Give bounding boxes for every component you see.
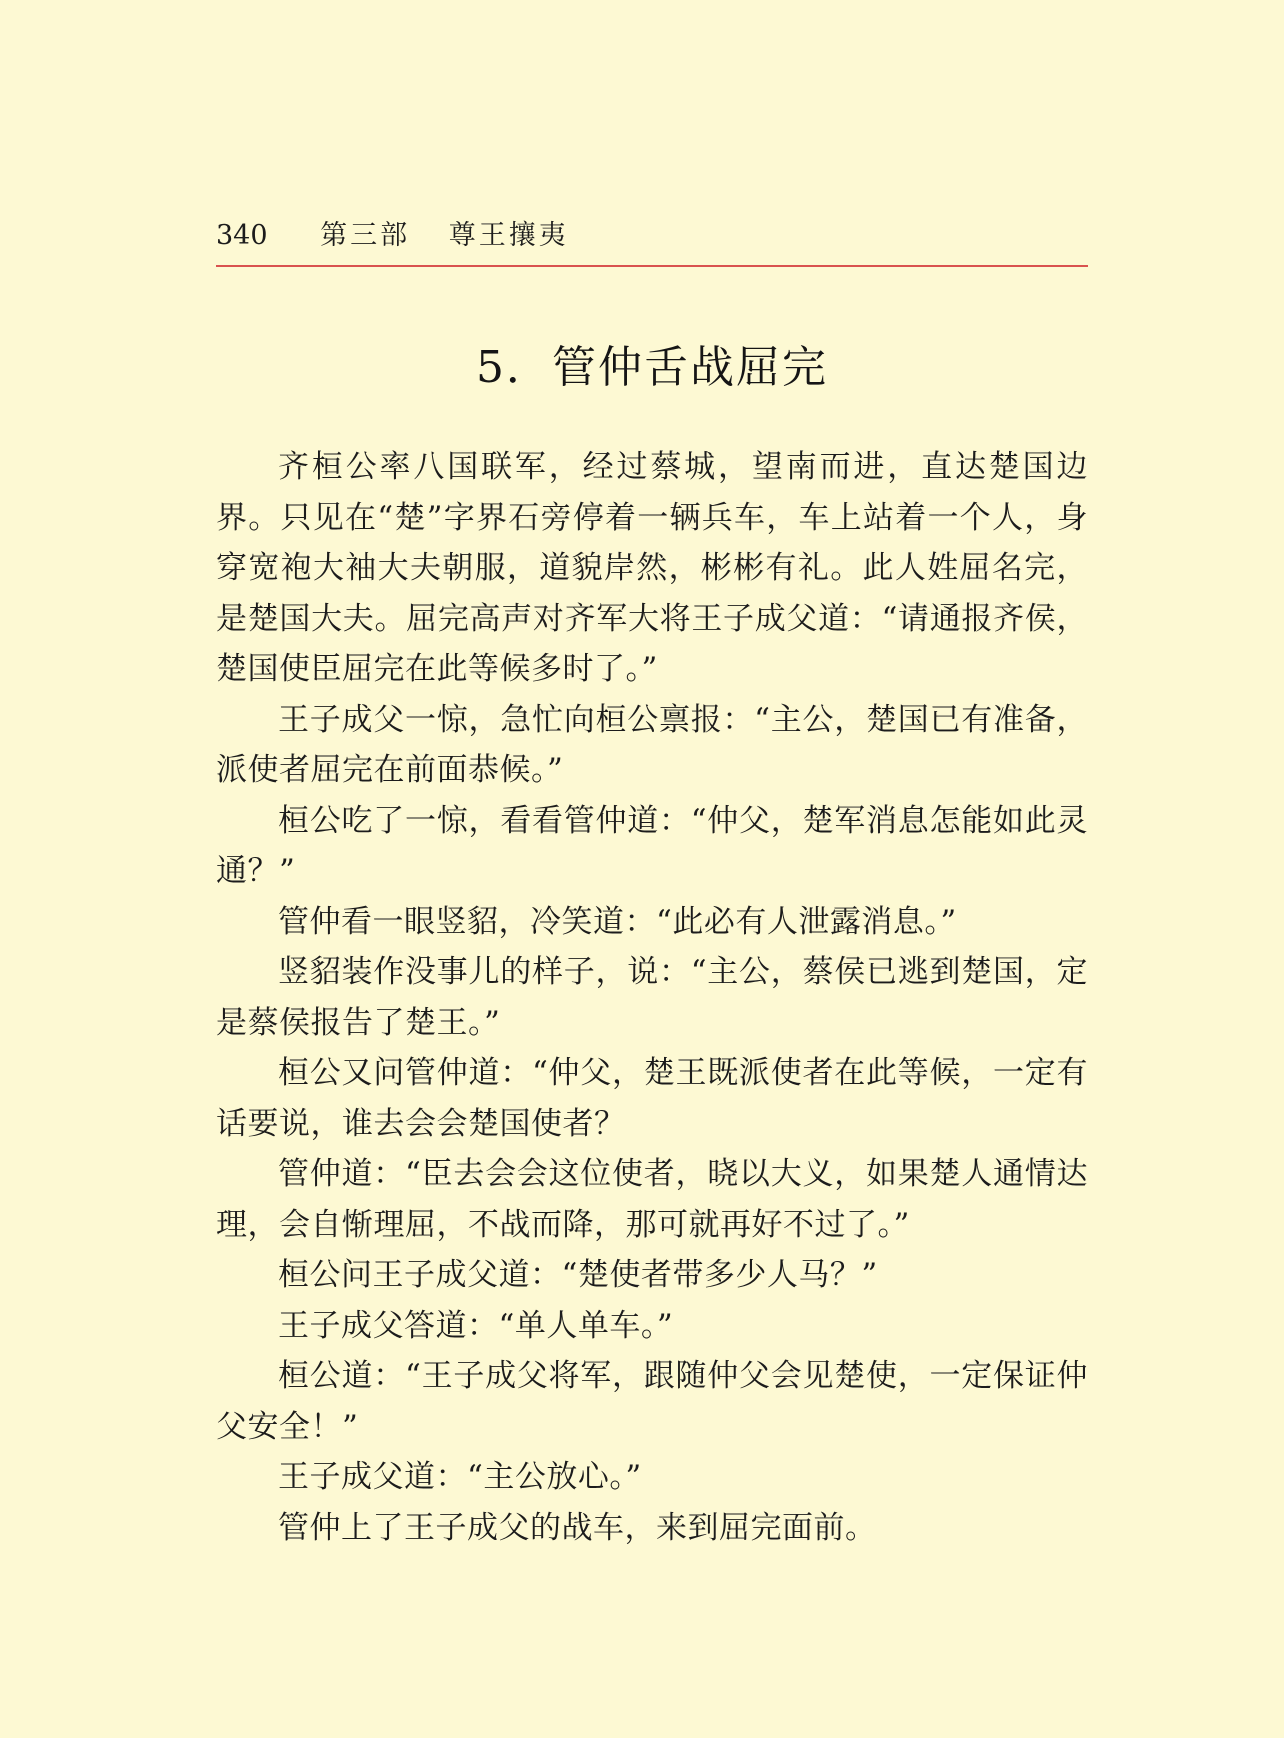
paragraph: 桓公道：“王子成父将军，跟随仲父会见楚使，一定保证仲父安全！”	[216, 1358, 1088, 1445]
paragraph: 桓公又问管仲道：“仲父，楚王既派使者在此等候，一定有话要说，谁去会会楚国使者？	[216, 1055, 1088, 1142]
paragraph: 管仲看一眼竖貂，冷笑道：“此必有人泄露消息。”	[278, 903, 957, 940]
paragraph: 桓公问王子成父道：“楚使者带多少人马？”	[278, 1257, 878, 1293]
body-text	[216, 442, 1088, 1553]
paragraph: 王子成父一惊，急忙向桓公禀报：“主公，楚国已有准备，派使者屈完在前面恭候。”	[216, 701, 1088, 788]
chapter-title: 5．管仲舌战屈完	[476, 342, 828, 393]
paragraph: 管仲道：“臣去会会这位使者，晓以大义，如果楚人通情达理，会自惭理屈，不战而降，那可就再好不过了。”	[216, 1156, 1088, 1243]
part-title: 尊王攘夷	[448, 220, 569, 251]
paragraph: 管仲上了王子成父的战车，来到屈完面前。	[278, 1509, 877, 1546]
paragraph: 竖貂装作没事儿的样子，说：“主公，蔡侯已逃到楚国，定是蔡侯报告了楚王。”	[216, 954, 1088, 1041]
page-number: 340	[216, 220, 268, 251]
running-header	[216, 216, 569, 256]
paragraph: 王子成父道：“主公放心。”	[278, 1459, 642, 1495]
part-label: 第三部	[320, 220, 411, 251]
paragraph: 王子成父答道：“单人单车。”	[278, 1307, 674, 1344]
paragraph: 齐桓公率八国联军，经过蔡城，望南而进，直达楚国边界。只见在“楚”字界石旁停着一辆兵车，车上站着一个人，身穿宽袍大袖大夫朝服，道貌岸然，彬彬有礼。此人姓屈名完，是楚国大夫。屈完高声对齐军大将王子成父道：“请通报齐侯，楚国使臣屈完在此等候多时了。”	[216, 449, 1088, 687]
header-rule	[216, 265, 1088, 267]
paragraph: 桓公吃了一惊，看看管仲道：“仲父，楚军消息怎能如此灵通？”	[216, 802, 1088, 889]
